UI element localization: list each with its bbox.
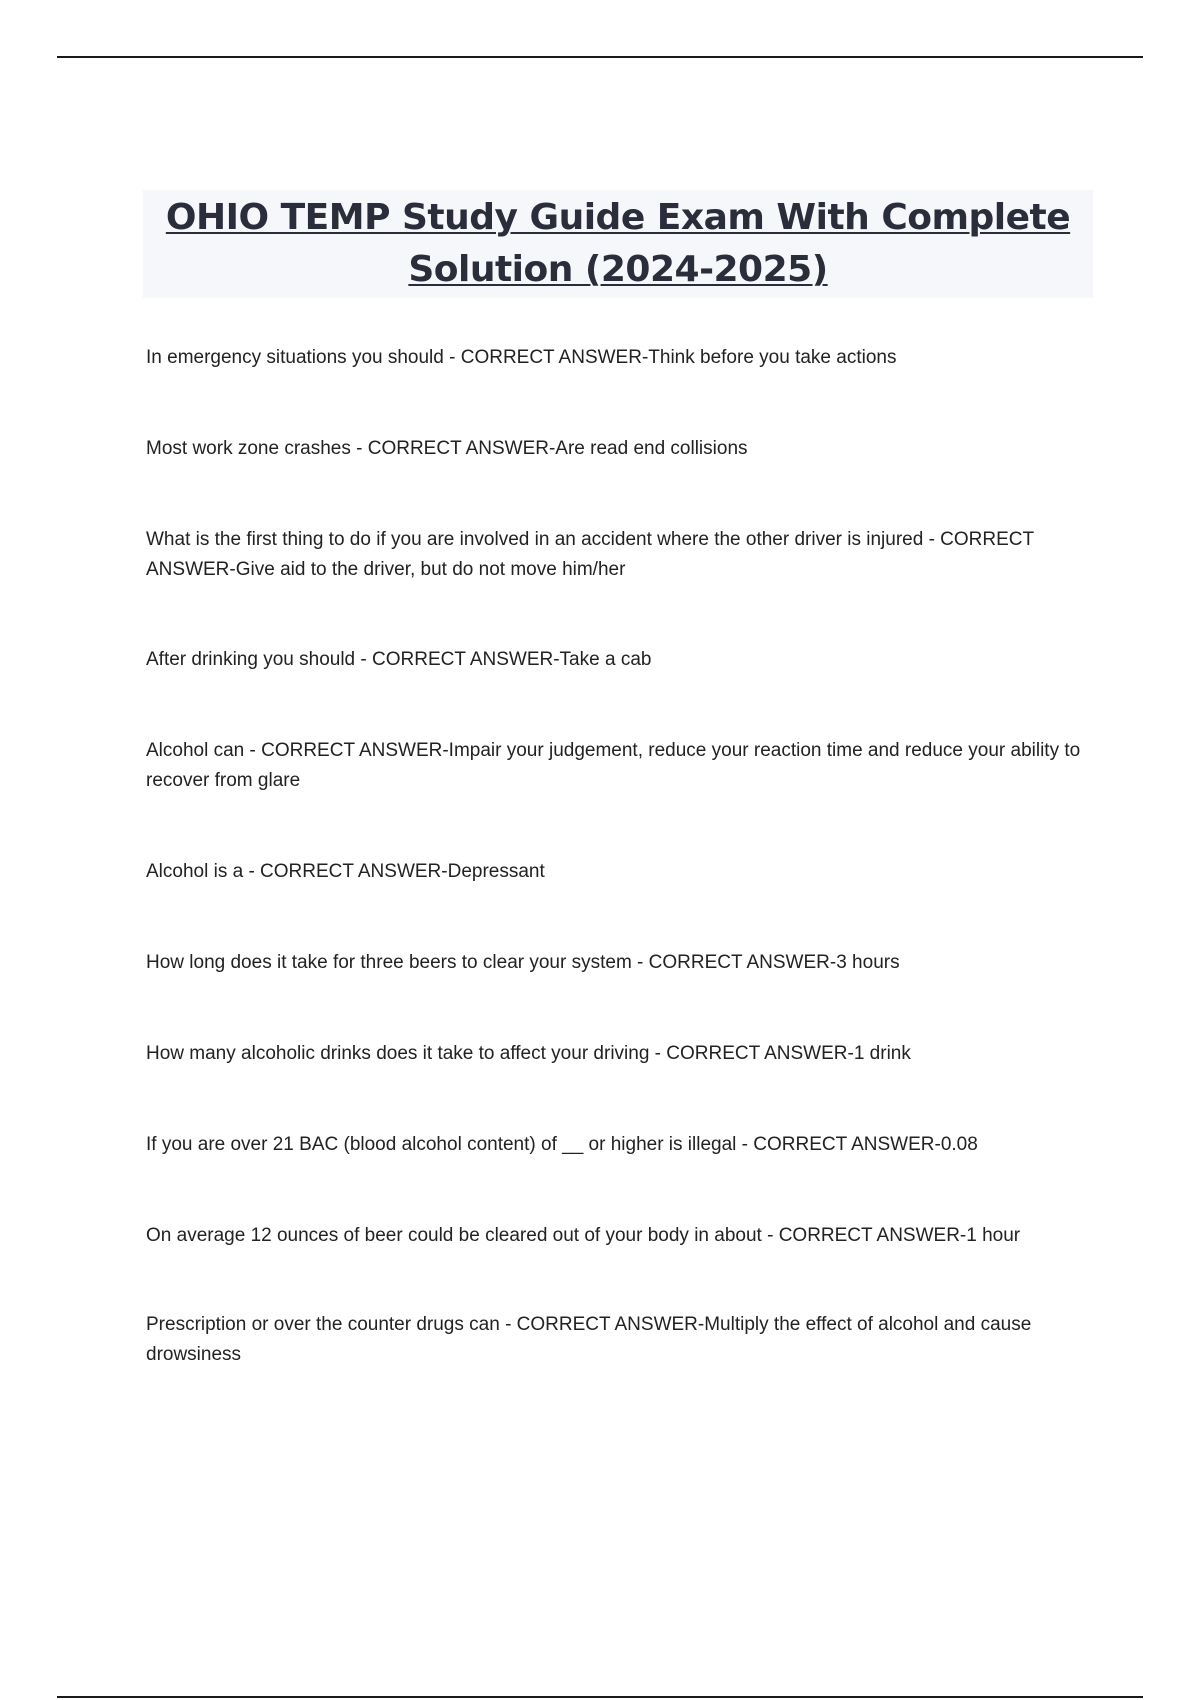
qa-item-10: On average 12 ounces of beer could be cleared out of your body in about - CORRECT ANSWER-1 hour xyxy=(146,1225,1021,1246)
top-rule xyxy=(57,56,1143,58)
qa-item-3: What is the first thing to do if you are involved in an accident where the other driver is injured - CORRECT ANSWER-Give aid to the driver, but do not move him/her xyxy=(146,529,1034,580)
title-banner xyxy=(143,190,1093,298)
qa-item-6: Alcohol is a - CORRECT ANSWER-Depressant xyxy=(146,861,545,882)
page-title: OHIO TEMP Study Guide Exam With Complete Solution (2024-2025) xyxy=(165,197,1071,290)
qa-item-7: How long does it take for three beers to clear your system - CORRECT ANSWER-3 hours xyxy=(146,952,900,973)
qa-item-2: Most work zone crashes - CORRECT ANSWER-Are read end collisions xyxy=(146,438,748,459)
qa-item-1: In emergency situations you should - CORRECT ANSWER-Think before you take actions xyxy=(146,347,897,368)
bottom-rule xyxy=(57,1696,1143,1698)
qa-item-8: How many alcoholic drinks does it take to affect your driving - CORRECT ANSWER-1 drink xyxy=(146,1043,911,1064)
qa-item-9: If you are over 21 BAC (blood alcohol content) of __ or higher is illegal - CORRECT ANSWER-0.08 xyxy=(146,1134,978,1155)
qa-item-4: After drinking you should - CORRECT ANSWER-Take a cab xyxy=(146,649,652,670)
qa-item-11: Prescription or over the counter drugs can - CORRECT ANSWER-Multiply the effect of alcohol and cause drowsiness xyxy=(146,1314,1032,1365)
qa-item-5: Alcohol can - CORRECT ANSWER-Impair your judgement, reduce your reaction time and reduce your ability to recover from glare xyxy=(146,740,1081,791)
